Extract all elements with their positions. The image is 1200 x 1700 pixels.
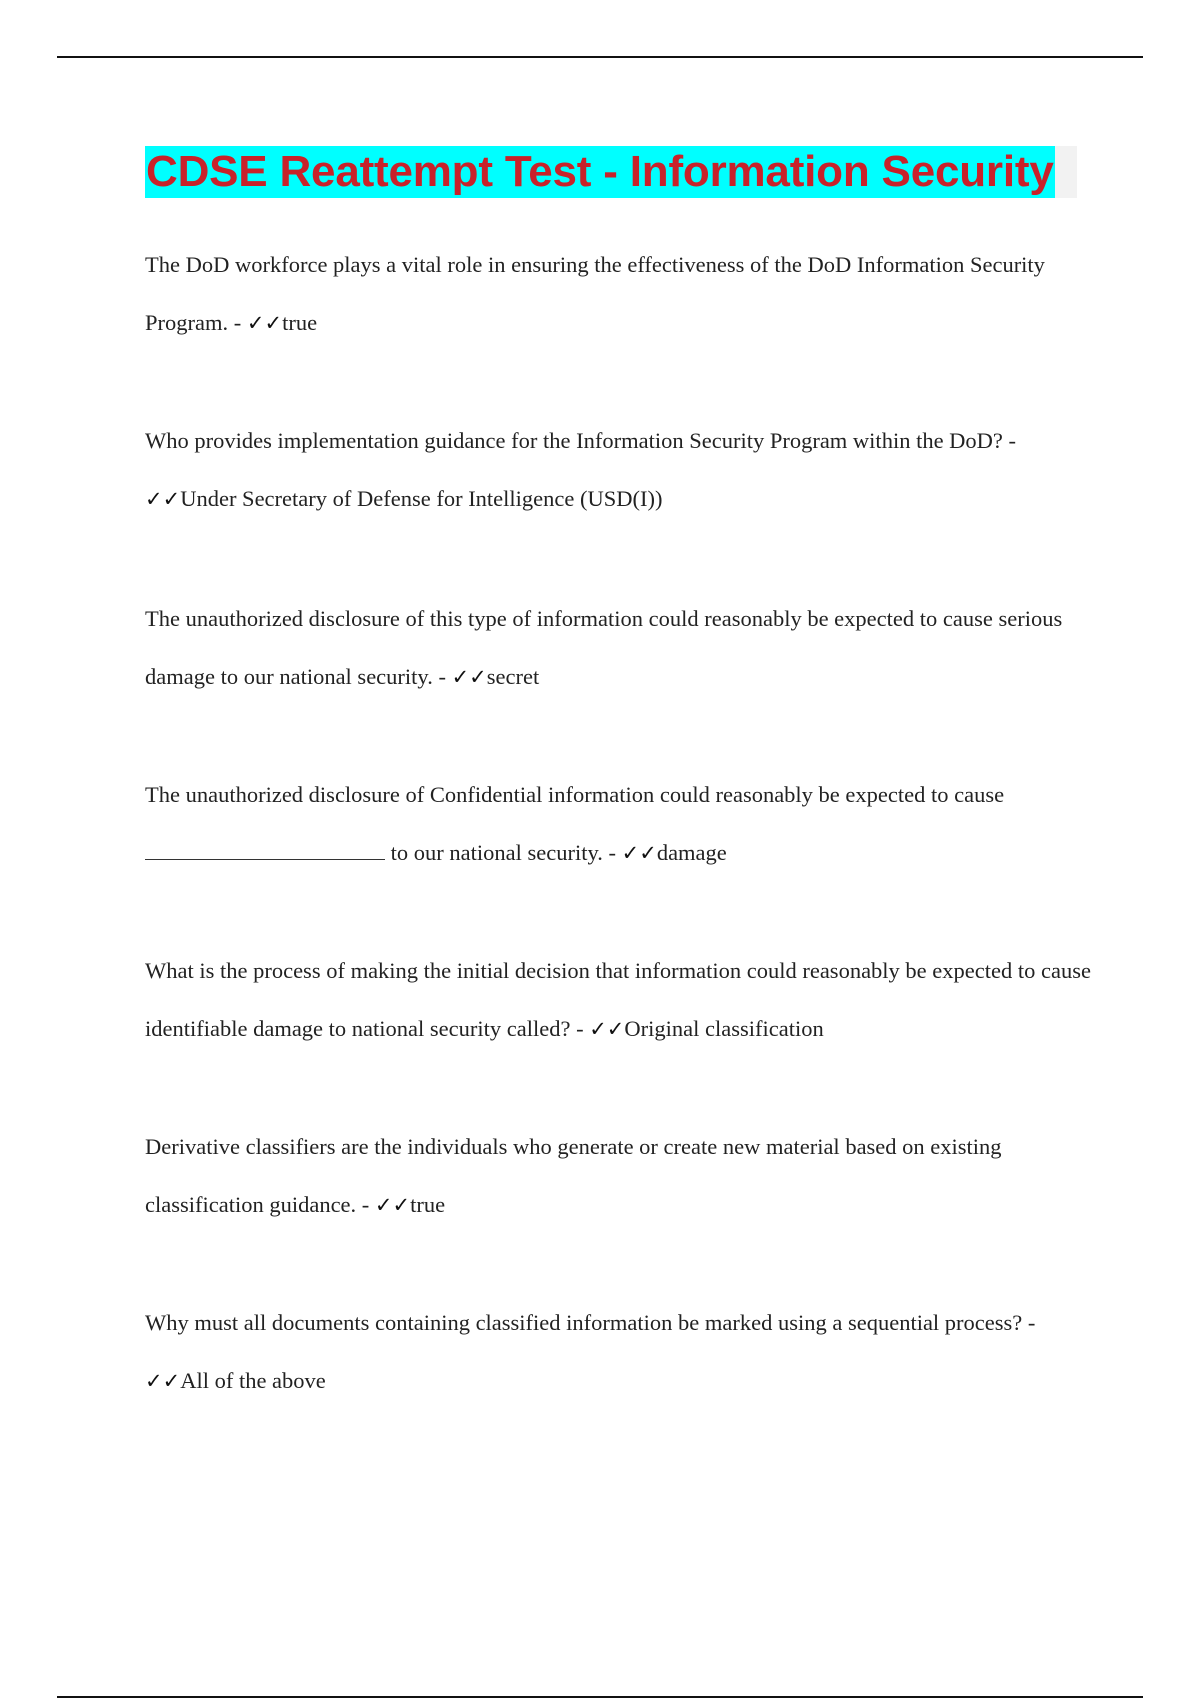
separator: - [356, 1192, 375, 1217]
check-icon: ✓✓ [145, 1369, 181, 1393]
separator: - [1022, 1310, 1036, 1335]
title-highlight-tail [1055, 146, 1077, 198]
question-text: Derivative classifiers are the individuals who generate or create new material based on existing classification guidance. [145, 1134, 1002, 1217]
question-text: What is the process of making the initial decision that information could reasonably be expected to cause identifiable damage to national security called? [145, 958, 1091, 1041]
check-icon: ✓✓ [589, 1017, 625, 1041]
separator: - [602, 840, 622, 865]
top-rule [57, 56, 1143, 58]
answer-text: Under Secretary of Defense for Intelligence (USD(I)) [180, 486, 663, 511]
question-text: The unauthorized disclosure of this type of information could reasonably be expected to cause serious damage to our national security. [145, 606, 1063, 689]
answer-text: true [282, 310, 318, 335]
check-icon: ✓✓ [621, 841, 657, 865]
answer-text: All of the above [180, 1368, 326, 1393]
qa-item-3 [145, 590, 1095, 706]
qa-item-2 [145, 412, 1095, 528]
separator: - [228, 310, 247, 335]
check-icon: ✓✓ [374, 1193, 411, 1217]
page-title: CDSE Reattempt Test - Information Security [146, 147, 1054, 196]
separator: - [432, 664, 452, 689]
answer-text: Original classification [624, 1016, 824, 1041]
answer-text: damage [656, 840, 727, 865]
separator: - [1002, 428, 1017, 453]
qa-item-6 [145, 1118, 1095, 1234]
answer-text: secret [486, 664, 540, 689]
check-icon: ✓✓ [145, 487, 181, 511]
fill-in-blank [145, 839, 385, 860]
question-text-before-blank: The unauthorized disclosure of Confidential information could reasonably be expected to cause [145, 782, 1005, 807]
qa-item-7 [145, 1294, 1095, 1410]
check-icon: ✓✓ [246, 311, 283, 335]
question-text: The DoD workforce plays a vital role in ensuring the effectiveness of the DoD Information Security Program. [145, 252, 1045, 335]
answer-text: true [410, 1192, 446, 1217]
question-text-after-blank: to our national security. [390, 840, 603, 865]
title-block [145, 146, 1091, 198]
separator: - [570, 1016, 590, 1041]
question-text: Why must all documents containing classified information be marked using a sequential process? [145, 1310, 1023, 1335]
bottom-rule [57, 1696, 1143, 1698]
qa-item-4 [145, 766, 1095, 882]
check-icon: ✓✓ [451, 665, 487, 689]
qa-item-1 [145, 236, 1095, 352]
question-text: Who provides implementation guidance for the Information Security Program within the DoD? [145, 428, 1003, 453]
qa-item-5 [145, 942, 1095, 1058]
